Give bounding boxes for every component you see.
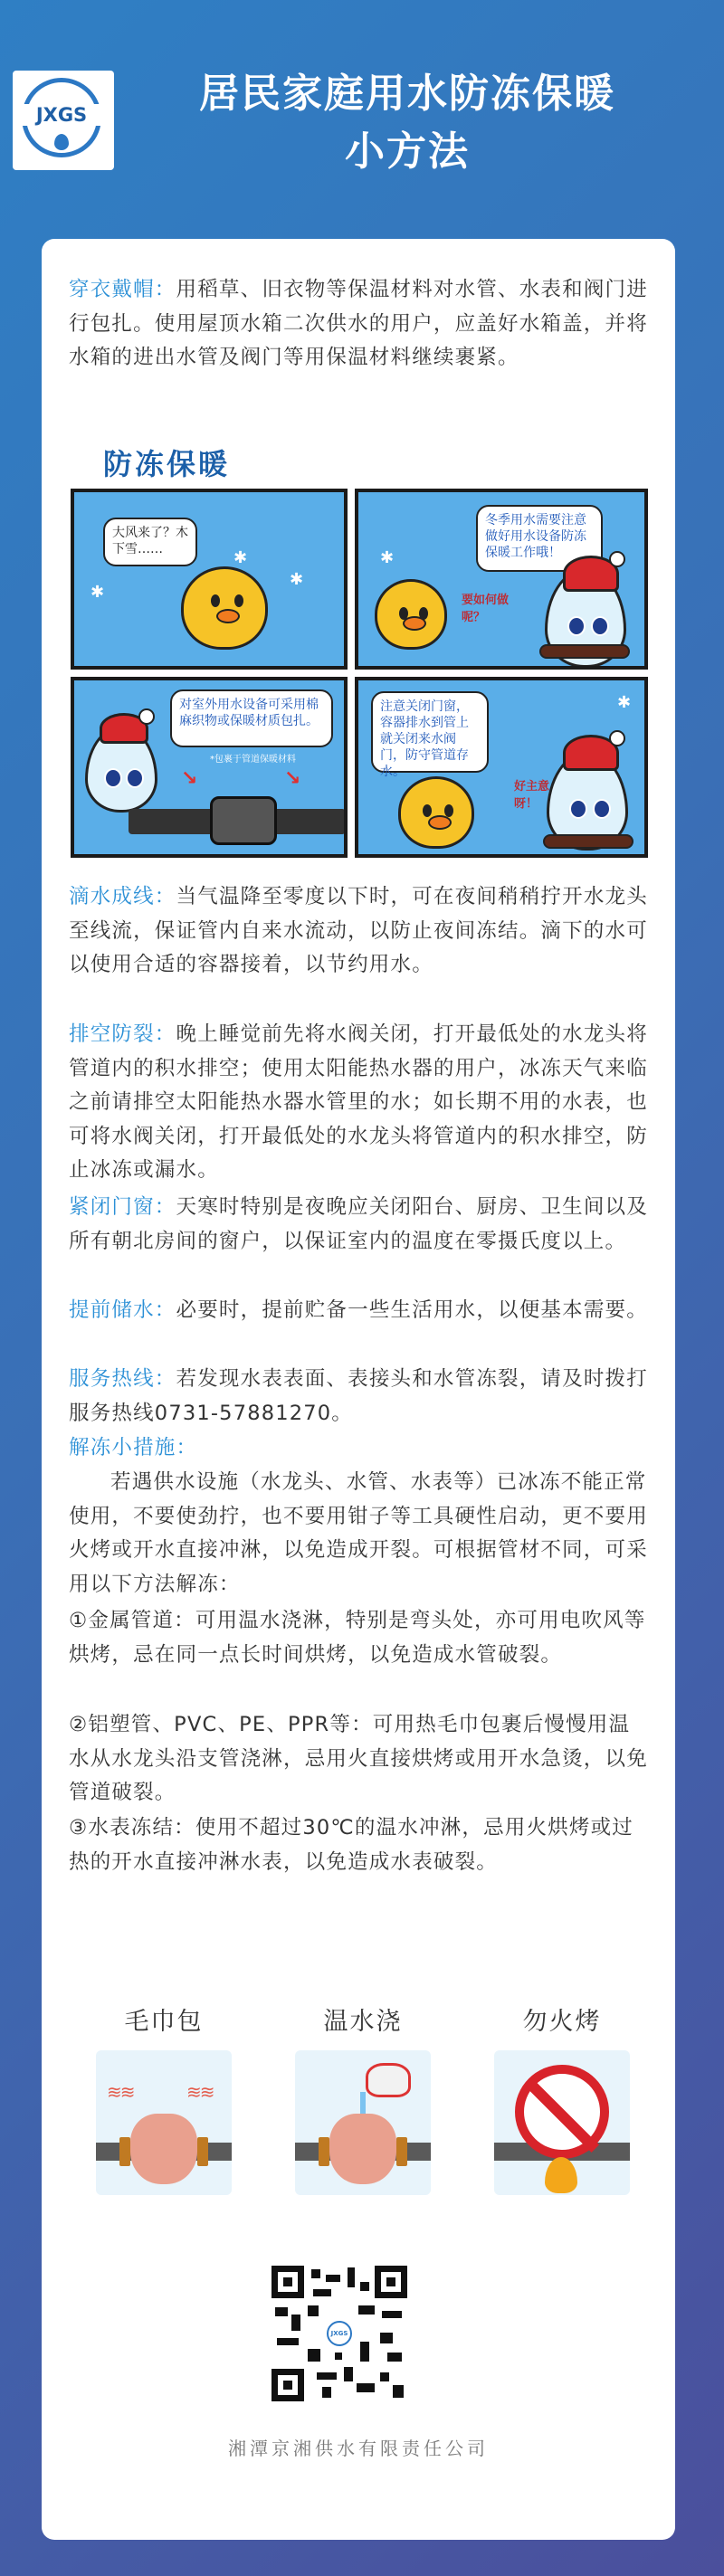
comic-panel-2 xyxy=(355,489,648,670)
tip-keyword: 服务热线： xyxy=(69,1367,176,1391)
tip-thaw-heading xyxy=(69,1431,648,1466)
tip-text: 晚上睡觉前先将水阀关闭，打开最低处的水龙头将管道内的积水排空；使用太阳能热水器的用户，冰冻天气来临之前请排空太阳能热水器水管里的水；如长期不用的水表，也可将水阀关闭，打开最低处的水龙头将管道内的积水排空，防止冰冻或漏水。 xyxy=(69,1022,648,1182)
comic-panel-1 xyxy=(71,489,348,670)
page-title xyxy=(118,65,697,181)
qr-center-logo: JXGS xyxy=(327,2321,352,2346)
prohibited-icon xyxy=(515,2065,609,2159)
scarf-icon xyxy=(539,644,630,659)
tip-drip-water xyxy=(69,880,648,983)
speech-bubble: 冬季用水需要注意做好用水设备防冻保暖工作哦！ xyxy=(476,505,603,572)
snowflake-icon: ✱ xyxy=(290,570,304,589)
tip-keyword: 提前储水： xyxy=(69,1298,176,1322)
tip-close-windows xyxy=(69,1191,648,1259)
title-line-2: 小方法 xyxy=(345,128,470,175)
tip-keyword: 穿衣戴帽： xyxy=(69,278,176,301)
warm-water-illustration xyxy=(295,2050,431,2195)
caption-note: *包裹于管道保暖材料 xyxy=(210,755,296,765)
tip-keyword: 滴水成线： xyxy=(69,885,176,908)
towel-wrap-illustration xyxy=(96,2050,232,2195)
tip-keyword: 解冻小措施： xyxy=(69,1436,198,1459)
thaw-text: ①金属管道：可用温水浇淋，特别是弯头处，亦可用电吹风等烘烤，忌在同一点长时间烘烤，以免造成水管破裂。 xyxy=(69,1609,646,1667)
qr-code[interactable] xyxy=(272,2266,407,2401)
kettle-icon xyxy=(366,2063,411,2097)
arrow-icon: ↘ xyxy=(181,767,198,790)
no-fire-illustration xyxy=(494,2050,630,2195)
santa-hat-icon xyxy=(563,556,619,592)
arrow-icon: ↘ xyxy=(284,767,301,790)
thaw-text: ②铝塑管、PVC、PE、PPR等：可用热毛巾包裹后慢慢用温水从水龙头沿支管浇淋，忌用火直接烘烤或用开水急烫，以免管道破裂。 xyxy=(69,1713,648,1804)
chick-character xyxy=(398,776,474,849)
logo-text: JXGS xyxy=(13,104,110,126)
water-drop-icon xyxy=(54,134,69,150)
chick-character xyxy=(181,566,268,650)
method-no-fire xyxy=(494,2001,630,2210)
water-meter-icon xyxy=(210,796,277,845)
tip-text: 若发现水表表面、表接头和水管冻裂，请及时拨打服务热线0731-57881270。 xyxy=(69,1367,648,1425)
snowflake-icon: ✱ xyxy=(380,548,395,567)
santa-hat-icon xyxy=(100,713,148,744)
method-warm-water xyxy=(295,2001,431,2210)
tip-drain-pipes xyxy=(69,1018,648,1188)
tip-text: 天寒时特别是夜晚应关闭阳台、厨房、卫生间以及所有朝北房间的窗户，以保证室内的温度在零摄氏度以上。 xyxy=(69,1195,648,1253)
snowflake-icon: ✱ xyxy=(90,583,105,602)
flame-icon xyxy=(545,2157,577,2193)
thaw-text: ③水表冻结：使用不超过30℃的温水冲淋，忌用火烘烤或过热的开水直接冲淋水表，以免造成水表破裂。 xyxy=(69,1816,634,1874)
snowflake-icon: ✱ xyxy=(617,693,632,712)
content-card xyxy=(42,239,675,2540)
title-line-1: 居民家庭用水防冻保暖 xyxy=(199,71,615,117)
comic-illustration xyxy=(69,438,648,872)
santa-hat-icon xyxy=(563,735,619,771)
tip-keyword: 排空防裂： xyxy=(69,1022,176,1046)
comic-panel-3 xyxy=(71,677,348,858)
tip-service-hotline xyxy=(69,1363,648,1431)
speech-note: 要如何做呢？ xyxy=(462,594,510,624)
thaw-plastic-pipe xyxy=(69,1708,648,1811)
scarf-icon xyxy=(543,834,634,849)
tip-text: 当气温降至零度以下时，可在夜间稍稍拧开水龙头至线流，保证管内自来水流动，以防止夜间冻结。滴下的水可以使用合适的容器接着，以节约用水。 xyxy=(69,885,648,976)
comic-title: 防冻保暖 xyxy=(103,447,231,481)
heat-icon: ≋≋ xyxy=(186,2081,214,2103)
method-label: 毛巾包 xyxy=(124,2008,204,2036)
company-name: 湘潭京湘供水有限责任公司 xyxy=(228,2438,489,2459)
speech-bubble: 注意关闭门窗，容器排水到管上就关闭来水阀门，防守管道存水。 xyxy=(371,691,489,773)
thaw-methods xyxy=(96,2001,630,2210)
tip-store-water xyxy=(69,1294,648,1328)
thaw-intro xyxy=(69,1466,648,1602)
thaw-metal-pipe xyxy=(69,1604,648,1672)
header xyxy=(0,0,724,226)
speech-bubble: 对室外用水设备可采用棉麻织物或保暖材质包扎。 xyxy=(170,689,333,747)
comic-panel-4 xyxy=(355,677,648,858)
method-label: 勿火烤 xyxy=(522,2008,602,2036)
chick-character xyxy=(375,579,447,650)
speech-bubble: 大风来了？木下雪…… xyxy=(103,518,197,566)
tip-keyword: 紧闭门窗： xyxy=(69,1195,176,1219)
method-towel-wrap xyxy=(96,2001,232,2210)
company-logo xyxy=(13,71,114,170)
thaw-water-meter xyxy=(69,1811,648,1879)
heat-icon: ≋≋ xyxy=(107,2081,134,2103)
tip-text: 必要时，提前贮备一些生活用水，以便基本需要。 xyxy=(176,1298,648,1322)
snowflake-icon: ✱ xyxy=(233,548,248,567)
thaw-intro-text: 若遇供水设施（水龙头、水管、水表等）已冰冻不能正常使用，不要使劲拧，也不要用钳子等工具硬性启动，更不要用火烤或开水直接冲淋，以免造成开裂。可根据管材不同，可采用以下方法解冻： xyxy=(69,1470,648,1596)
tip-text: 用稻草、旧衣物等保温材料对水管、水表和阀门进行包扎。使用屋顶水箱二次供水的用户，应盖好水箱盖，并将水箱的进出水管及阀门等用保温材料继续裹紧。 xyxy=(69,278,648,369)
tip-dress-up xyxy=(69,273,648,375)
speech-note: 好主意呀！ xyxy=(514,780,550,811)
method-label: 温水浇 xyxy=(323,2008,403,2036)
